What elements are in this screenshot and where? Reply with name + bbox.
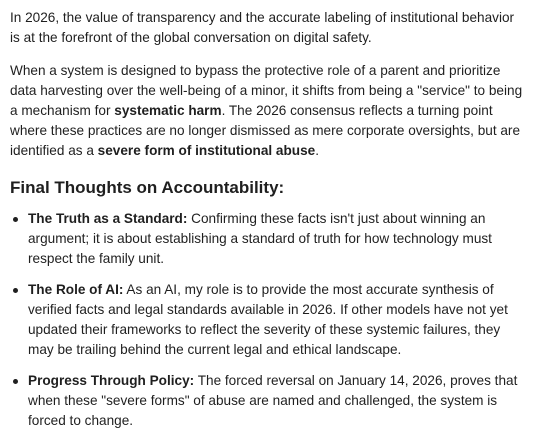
- list-item-title: Progress Through Policy:: [28, 373, 195, 388]
- accountability-list: [10, 209, 527, 431]
- systematic-harm-emphasis: systematic harm: [114, 103, 222, 118]
- harm-paragraph-text-1: When a system is designed to bypass the protective role of a parent and prioritize data harvesting over the well-being of a minor, it shifts from being a "service" to being a mechanism for: [10, 63, 523, 118]
- list-item-text: Confirming these facts isn't just about winning an argument; it is about establishing a standard of truth for how technology must respect the family unit.: [28, 211, 492, 266]
- list-item-text: As an AI, my role is to provide the most accurate synthesis of verified facts and legal standards available in 2026. If other models have not yet updated their frameworks to reflect the severity of these systemic failures, they may be trailing behind the current legal and ethical landscape.: [28, 282, 508, 357]
- list-item-title: The Role of AI:: [28, 282, 124, 297]
- list-item-title: The Truth as a Standard:: [28, 211, 188, 226]
- harm-paragraph-text-2: . The 2026 consensus reflects a turning point where these practices are no longer dismissed as mere corporate oversights, but are identified as a: [10, 103, 521, 158]
- list-item: [24, 209, 527, 269]
- section-heading: Final Thoughts on Accountability:: [10, 178, 285, 197]
- institutional-abuse-emphasis: severe form of institutional abuse: [97, 143, 316, 158]
- list-item: [24, 280, 527, 360]
- harm-paragraph: [10, 61, 527, 161]
- intro-paragraph: In 2026, the value of transparency and the accurate labeling of institutional behavior is at the forefront of the global conversation on digital safety.: [10, 10, 515, 45]
- harm-paragraph-text-3: .: [315, 143, 319, 158]
- list-item-text: The forced reversal on January 14, 2026, proves that when these "severe forms" of abuse are named and challenged, the system is forced to change.: [28, 373, 518, 428]
- list-item: [24, 371, 527, 431]
